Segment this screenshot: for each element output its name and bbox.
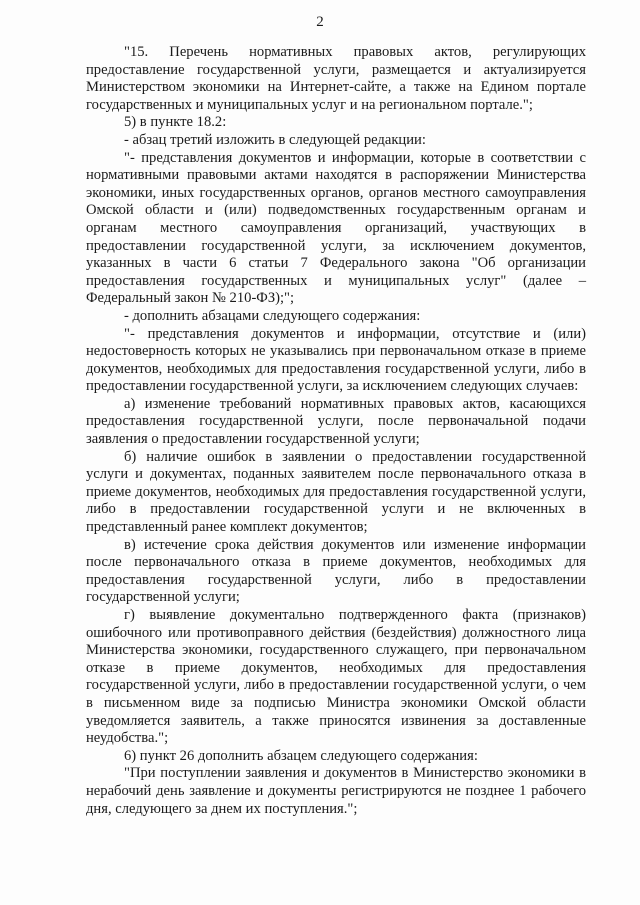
paragraph-documents-info: "- представления документов и информации, отсутствие и (или) недостоверность которых не указывались при первоначальном отказе в приеме документов, необходимых для предоставления государственной услуги, либо в предоставлении государственной услуги, за исключением следующих случаев:	[86, 325, 586, 395]
paragraph-case-a: а) изменение требований нормативных правовых актов, касающихся предоставления государственной услуги, после первоначальной подачи заявления о предоставлении государственной услуги;	[86, 395, 586, 448]
paragraph-point-6: 6) пункт 26 дополнить абзацем следующего содержания:	[124, 747, 478, 764]
paragraph-add-abzacs: - дополнить абзацами следующего содержания:	[124, 307, 421, 324]
paragraph-third-abzac: - абзац третий изложить в следующей редакции:	[124, 131, 426, 148]
paragraph-point-5: 5) в пункте 18.2:	[124, 114, 227, 131]
paragraph-case-v: в) истечение срока действия документов или изменение информации после первоначального отказа в приеме документов, необходимых для предоставления государственной услуги, либо в предоставлении государственной услуги;	[86, 536, 586, 606]
paragraph-new-redaction: "- представления документов и информации, которые в соответствии с нормативными правовыми актами находятся в распоряжении Министерства экономики, иных государственных органов, органов местного самоуправления Омской области и (или) подведомственных государственным органам и органам местного самоуправления организаций, участвующих в предоставлении государственной услуги, за исключением документов, указанных в части 6 статьи 7 Федерального закона "Об организации предоставления государственных и муниципальных услуг" (далее – Федеральный закон № 210-ФЗ);";	[86, 149, 586, 307]
paragraph-case-g: г) выявление документально подтвержденного факта (признаков) ошибочного или противоправного действия (бездействия) должностного лица Министерства экономики, государственного служащего, при первоначальном отказе в приеме документов, необходимых для предоставления государственной услуги, либо в предоставлении государственной услуги, о чем в письменном виде за подписью Министра экономики Омской области уведомляется заявитель, а также приносятся извинения за доставленные неудобства.";	[86, 607, 586, 747]
paragraph-case-b: б) наличие ошибок в заявлении о предоставлении государственной услуги и документах, поданных заявителем после первоначального отказа в приеме документов, необходимых для предоставления государственной услуги, либо в предоставлении государственной услуги и не включенных в представленный ранее комплект документов;	[86, 448, 586, 536]
document-body	[86, 44, 586, 818]
paragraph-registration: "При поступлении заявления и документов в Министерство экономики в нерабочий день заявление и документы регистрируются не позднее 1 рабочего дня, следующего за днем их поступления.";	[86, 765, 586, 817]
page-number: 2	[316, 14, 324, 30]
paragraph-item-15: "15. Перечень нормативных правовых актов, регулирующих предоставление государственной услуги, размещается и актуализируется Министерством экономики на Интернет-сайте, а также на Едином портале государственных и муниципальных услуг и на региональном портале.";	[86, 44, 586, 113]
